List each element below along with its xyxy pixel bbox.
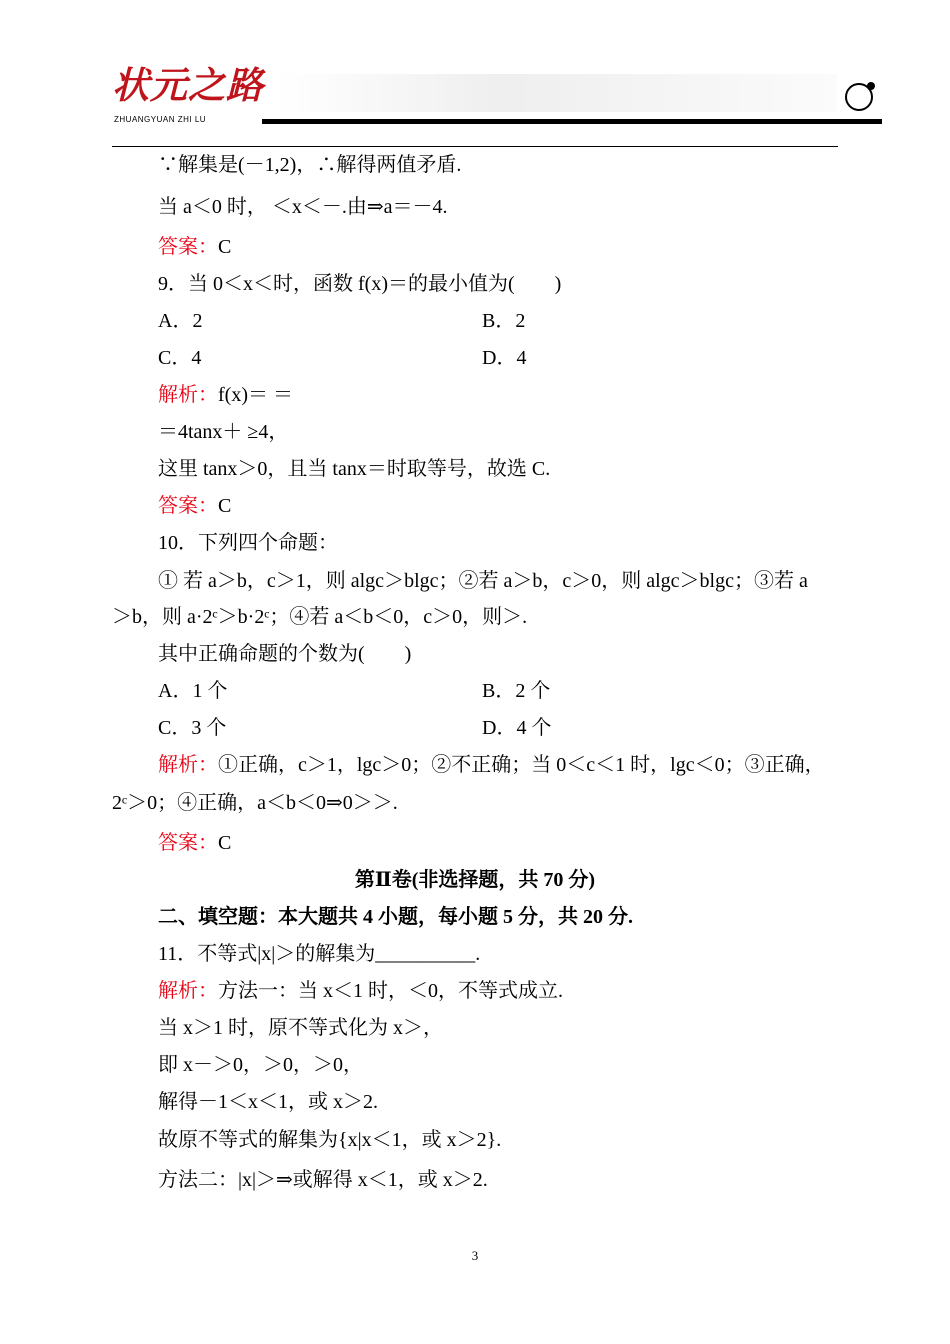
logo-subtitle: ZHUANGYUAN ZHI LU xyxy=(114,115,207,124)
text-line: ＞b，则 a·2ᶜ＞b·2ᶜ；④若 a＜b＜0，c＞0，则＞. xyxy=(112,606,528,628)
logo-title: 状元之路 xyxy=(112,64,264,107)
option-c: C．3 个 xyxy=(158,717,227,739)
option-b: B．2 个 xyxy=(482,680,551,702)
analysis-label: 解析： xyxy=(158,384,218,406)
text-line: ＝4tanx＋ ≥4， xyxy=(158,421,289,443)
answer-label: 答案： xyxy=(158,832,218,854)
question-10: 10．下列四个命题： xyxy=(158,532,338,554)
text-line: 这里 tanx＞0，且当 tanx＝时取等号，故选 C. xyxy=(158,458,551,480)
answer-line xyxy=(158,493,231,519)
text-line: 当 x＞1 时，原不等式化为 x＞， xyxy=(158,1017,443,1039)
option-a: A．1 个 xyxy=(158,680,228,702)
question-11: 11．不等式|x|＞的解集为__________. xyxy=(158,943,481,965)
text-line: ① 若 a＞b，c＞1，则 algc＞blgc；②若 a＞b，c＞0，则 algc＞blgc；③若 a xyxy=(158,570,808,592)
text-line: 方法二：|x|＞⇒或解得 x＜1，或 x＞2. xyxy=(158,1169,488,1191)
analysis-label: 解析： xyxy=(158,754,218,776)
answer-line xyxy=(158,830,231,856)
analysis-line xyxy=(158,752,825,778)
header-bar xyxy=(262,119,882,124)
answer-value: C xyxy=(218,832,232,854)
analysis-value: f(x)＝ ＝ xyxy=(218,384,293,406)
analysis-value: 方法一：当 x＜1 时，＜0，不等式成立. xyxy=(218,980,563,1002)
logo-dot-icon xyxy=(867,82,875,90)
option-d: D．4 个 xyxy=(482,717,552,739)
text-line: 即 x－＞0，＞0，＞0， xyxy=(158,1054,363,1076)
answer-value: C xyxy=(218,495,232,517)
answer-label: 答案： xyxy=(158,236,218,258)
option-a: A．2 xyxy=(158,310,203,332)
analysis-label: 解析： xyxy=(158,980,218,1002)
analysis-line xyxy=(158,978,563,1004)
page-number: 3 xyxy=(471,1248,479,1263)
text-line: 故原不等式的解集为{x|x＜1，或 x＞2}. xyxy=(158,1129,502,1151)
analysis-line xyxy=(158,382,293,408)
header-logo xyxy=(112,62,882,128)
text-line: ∵解集是(－1,2)，∴解得两值矛盾. xyxy=(158,154,462,176)
text-line: 当 a＜0 时， ＜x＜－.由⇒a＝－4. xyxy=(158,196,448,218)
section-title: 第Ⅱ卷(非选择题，共 70 分) xyxy=(354,869,596,891)
text-line: 2ᶜ＞0；④正确，a＜b＜0⇒0＞＞. xyxy=(112,792,398,814)
analysis-value: ①正确，c＞1，lgc＞0；②不正确；当 0＜c＜1 时，lgc＜0；③正确， xyxy=(218,754,825,776)
option-c: C．4 xyxy=(158,347,202,369)
answer-label: 答案： xyxy=(158,495,218,517)
text-line: 其中正确命题的个数为( ) xyxy=(158,643,412,665)
option-b: B．2 xyxy=(482,310,526,332)
logo-banner-shade xyxy=(277,74,837,112)
answer-line xyxy=(158,234,231,260)
text-line: 解得－1＜x＜1，或 x＞2. xyxy=(158,1091,378,1113)
part-heading: 二、填空题：本大题共 4 小题，每小题 5 分，共 20 分. xyxy=(158,906,633,928)
option-d: D．4 xyxy=(482,347,527,369)
question-9: 9．当 0＜x＜时，函数 f(x)＝的最小值为( ) xyxy=(158,273,562,295)
answer-value: C xyxy=(218,236,232,258)
header-rule xyxy=(112,146,838,147)
